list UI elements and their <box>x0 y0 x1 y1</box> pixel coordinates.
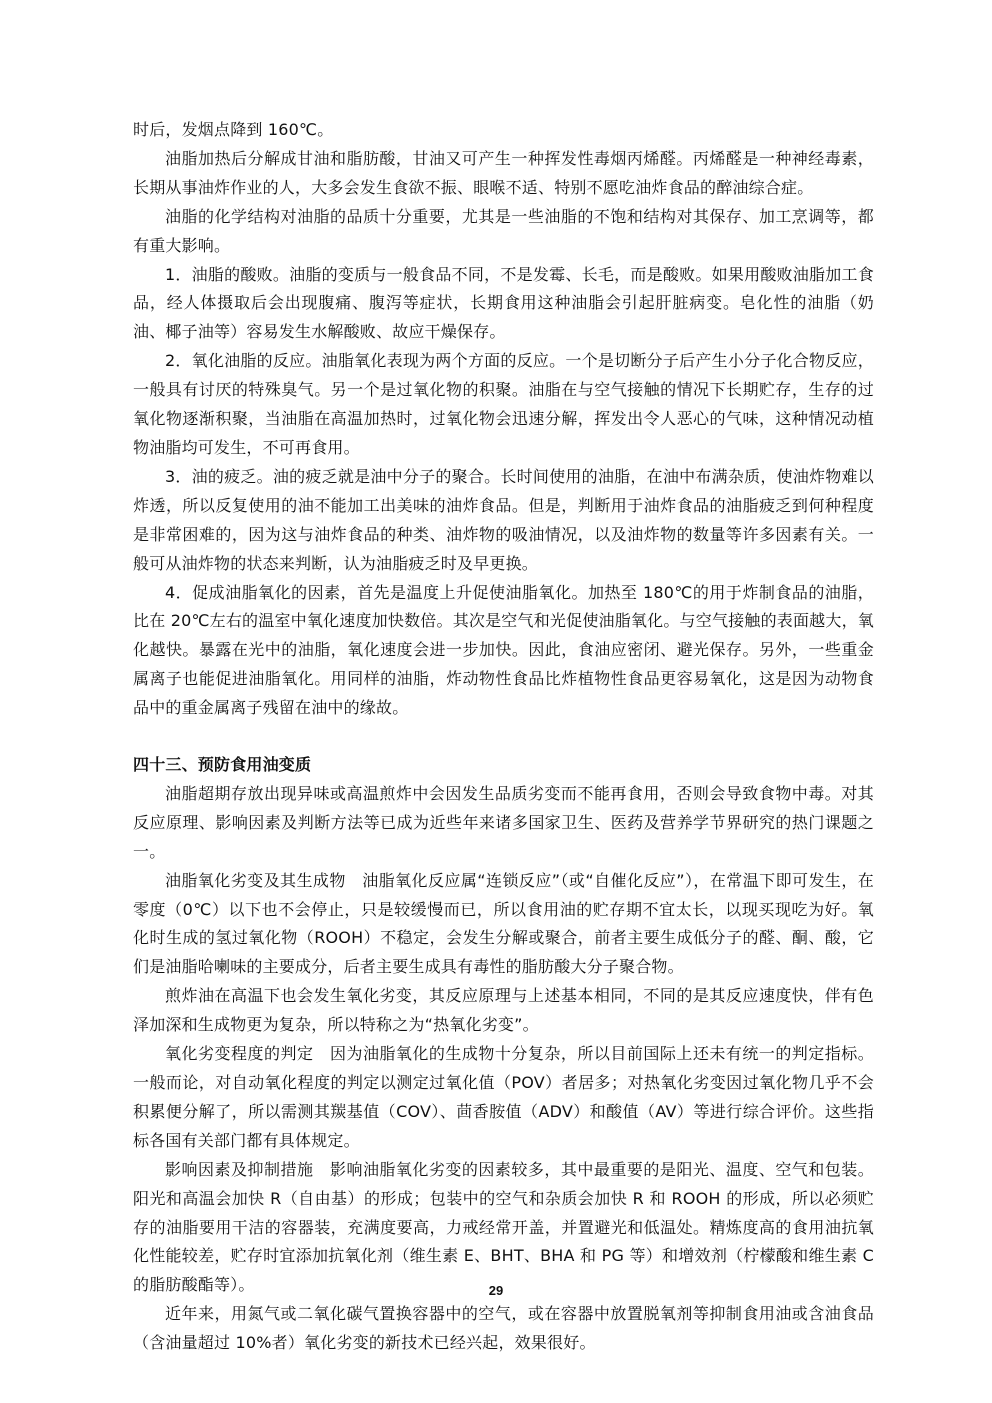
paragraph-acrolein: 油脂加热后分解成甘油和脂肪酸，甘油又可产生一种挥发性毒烟丙烯醛。丙烯醛是一种神经毒素，长期从事油炸作业的人，大多会发生食欲不振、眼喉不适、特别不愿吃油炸食品的醉油综合症。 <box>133 148 874 197</box>
paragraph-intro: 油脂超期存放出现异味或高温煎炸中会因发生品质劣变而不能再食用，否则会导致食物中毒。对其反应原理、影响因素及判断方法等已成为近些年来诸多国家卫生、医药及营养学节界研究的热门课题之一。 <box>133 783 874 861</box>
paragraph-oxidation-products: 油脂氧化劣变及其生成物 油脂氧化反应属“连锁反应”（或“自催化反应”），在常温下即可发生，在零度（0℃）以下也不会停止，只是较缓慢而已，所以食用油的贮存期不宜太长，以现买现吃为好。氧化时生成的氢过氧化物（ROOH）不稳定，会发生分解或聚合，前者主要生成低分子的醛、酮、酸，它们是油脂哈喇味的主要成分，后者主要生成具有毒性的脂肪酸大分子聚合物。 <box>133 870 874 977</box>
paragraph-chemical-structure: 油脂的化学结构对油脂的品质十分重要，尤其是一些油脂的不饱和结构对其保存、加工烹调等，都有重大影响。 <box>133 206 874 255</box>
page-number: 29 <box>488 1283 504 1298</box>
paragraph-oxidation-factors: 4．促成油脂氧化的因素，首先是温度上升促使油脂氧化。加热至 180℃的用于炸制食品的油脂，比在 20℃左右的温室中氧化速度加快数倍。其次是空气和光促使油脂氧化。与空气接触的表面越大，氧化越快。暴露在光中的油脂，氧化速度会进一步加快。因此，食油应密闭、避光保存。另外，一些重金属离子也能促进油脂氧化。用同样的油脂，炸动物性食品比炸植物性食品更容易氧化，这是因为动物食品中的重金属离子残留在油中的缘故。 <box>133 582 874 718</box>
section-heading: 四十三、预防食用油变质 <box>133 755 312 775</box>
paragraph-frying-oil: 煎炸油在高温下也会发生氧化劣变，其反应原理与上述基本相同，不同的是其反应速度快，伴有色泽加深和生成物更为复杂，所以特称之为“热氧化劣变”。 <box>133 986 874 1035</box>
paragraph-factors-measures: 影响因素及抑制措施 影响油脂氧化劣变的因素较多，其中最重要的是阳光、温度、空气和包装。阳光和高温会加快 R（自由基）的形成；包装中的空气和杂质会加快 R 和 ROOH 的形成，所以必须贮存的油脂要用干洁的容器装，充满度要高，力戒经常开盖，并置避光和低温处。精炼度高的食用油抗氧化性能较差，贮存时宜添加抗氧化剂（维生素 E、BHT、BHA 和 PG 等）和增效剂（柠檬酸和维生素 C 的脂肪酸酯等）。 <box>133 1159 874 1295</box>
paragraph-judgement: 氧化劣变程度的判定 因为油脂氧化的生成物十分复杂，所以目前国际上还未有统一的判定指标。一般而论，对自动氧化程度的判定以测定过氧化值（POV）者居多；对热氧化劣变因过氧化物几乎不会积累便分解了，所以需测其羰基值（COV）、茴香胺值（ADV）和酸值（AV）等进行综合评价。这些指标各国有关部门都有具体规定。 <box>133 1044 874 1150</box>
paragraph-rancidity: 1．油脂的酸败。油脂的变质与一般食品不同，不是发霉、长毛，而是酸败。如果用酸败油脂加工食品，经人体摄取后会出现腹痛、腹泻等症状，长期食用这种油脂会引起肝脏病变。皂化性的油脂（奶油、椰子油等）容易发生水解酸败、故应干燥保存。 <box>133 264 874 342</box>
paragraph-new-technology: 近年来，用氮气或二氧化碳气置换容器中的空气，或在容器中放置脱氧剂等抑制食用油或含油食品（含油量超过 10%者）氧化劣变的新技术已经兴起，效果很好。 <box>133 1304 874 1353</box>
document-page <box>133 116 874 1358</box>
paragraph-oil-fatigue: 3．油的疲乏。油的疲乏就是油中分子的聚合。长时间使用的油脂，在油中布满杂质，使油炸物难以炸透，所以反复使用的油不能加工出美味的油炸食品。但是，判断用于油炸食品的油脂疲乏到何种程度是非常困难的，因为这与油炸食品的种类、油炸物的吸油情况，以及油炸物的数量等许多因素有关。一般可从油炸物的状态来判断，认为油脂疲乏时及早更换。 <box>133 466 874 573</box>
paragraph-continuation: 时后，发烟点降到 160℃。 <box>133 120 334 139</box>
paragraph-oxidation-reaction: 2．氧化油脂的反应。油脂氧化表现为两个方面的反应。一个是切断分子后产生小分子化合物反应，一般具有讨厌的特殊臭气。另一个是过氧化物的积聚。油脂在与空气接触的情况下长期贮存，生存的过氧化物逐渐积聚，当油脂在高温加热时，过氧化物会迅速分解，挥发出令人恶心的气味，这种情况动植物油脂均可发生，不可再食用。 <box>133 351 874 457</box>
